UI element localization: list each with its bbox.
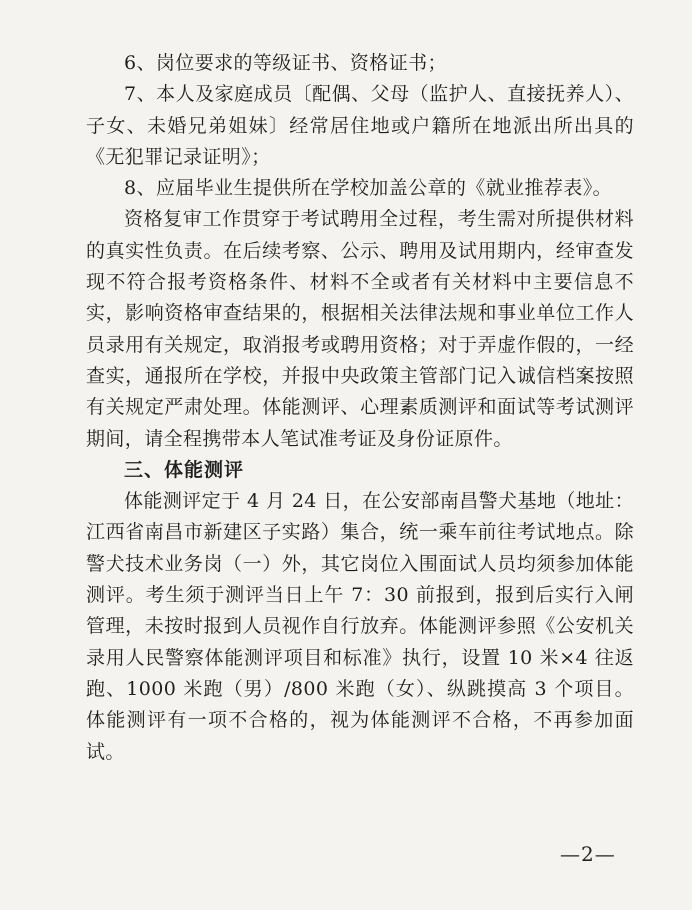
document-body [86, 48, 634, 768]
list-item-8: 8、应届毕业生提供所在学校加盖公章的《就业推荐表》。 [124, 177, 612, 200]
review-notice-paragraph: 资格复审工作贯穿于考试聘用全过程，考生需对所提供材料的真实性负责。在后续考察、公示、聘用及试用期内，经审查发现不符合报考资格条件、材料不全或者有关材料中主要信息不实，影响资格审查结果的，根据相关法律法规和事业单位工作人员录用有关规定，取消报考或聘用资格；对于弄虚作假的，一经查实，通报所在学校，并报中央政策主管部门记入诚信档案按照有关规定严肃处理。体能测评、心理素质测评和面试等考试测评期间，请全程携带本人笔试准考证及身份证原件。 [86, 208, 634, 450]
list-item-7: 7、本人及家庭成员〔配偶、父母（监护人、直接抚养人）、子女、未婚兄弟姐妹〕经常居住地或户籍所在地派出所出具的《无犯罪记录证明》； [86, 83, 634, 168]
list-item-6: 6、岗位要求的等级证书、资格证书； [124, 52, 447, 74]
fitness-test-paragraph: 体能测评定于 4 月 24 日，在公安部南昌警犬基地（地址：江西省南昌市新建区子实路）集合，统一乘车前往考试地点。除警犬技术业务岗（一）外，其它岗位入围面试人员均须参加体能测评。考生须于测评当日上午 7：30 前报到，报到后实行入闸管理，未按时报到人员视作自行放弃。体能测评参照《公安机关录用人民警察体能测评项目和标准》执行，设置 10 米×4 往返跑、1000 米跑（男）/800 米跑（女）、纵跳摸高 3 个项目。体能测评有一项不合格的，视为体能测评不合格，不再参加面试。 [86, 490, 634, 763]
section-heading: 三、体能测评 [124, 458, 245, 481]
page-number: —2— [560, 842, 616, 866]
